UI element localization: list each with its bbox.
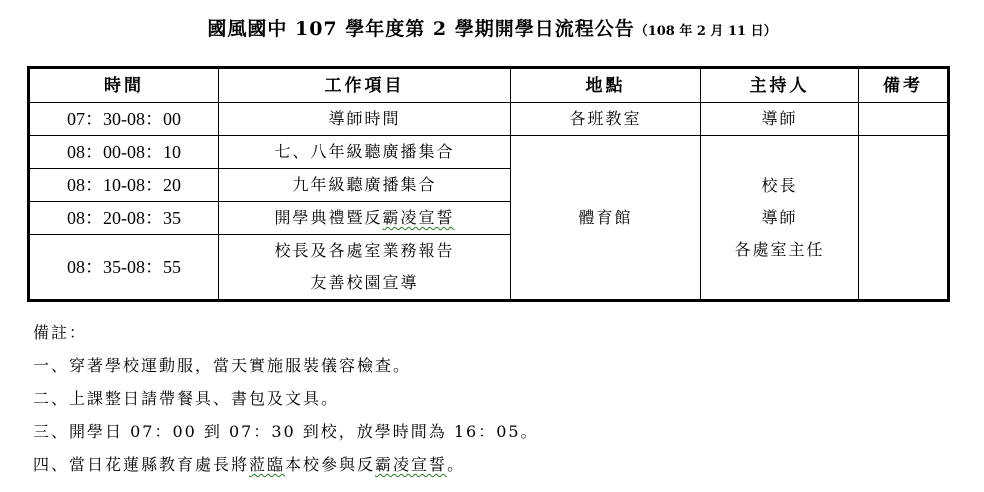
row-item: 七、八年級聽廣播集合 <box>219 136 511 169</box>
note-item-3: 三、開學日 07：00 到 07：30 到校，放學時間為 16：05。 <box>33 422 539 441</box>
note-4-text-end: 。 <box>447 455 466 474</box>
row-item <box>219 202 511 235</box>
row-host: 導師 <box>701 103 859 136</box>
row-time: 08：00-08：10 <box>29 136 219 169</box>
header-host: 主持人 <box>701 68 859 103</box>
item-text-underlined: 霸凌宣誓 <box>382 208 455 227</box>
note-item-1: 一、穿著學校運動服，當天實施服裝儀容檢查。 <box>33 356 412 375</box>
merged-hosts <box>701 136 859 301</box>
row-place: 各班教室 <box>511 103 701 136</box>
row-item: 九年級聽廣播集合 <box>219 169 511 202</box>
row-item <box>219 235 511 301</box>
row-time: 08：35-08：55 <box>29 235 219 301</box>
note-4-text: 四、當日花蓮縣教育處長將 <box>33 455 250 474</box>
header-time: 時間 <box>29 68 219 103</box>
row-time: 07：30-08：00 <box>29 103 219 136</box>
note-4-underlined-2: 霸凌宣誓 <box>375 455 448 474</box>
header-item: 工作項目 <box>219 68 511 103</box>
title-main: 國風國中 107 學年度第 2 學期開學日流程公告 <box>207 18 635 40</box>
item-line-2: 友善校園宣導 <box>310 273 419 292</box>
table-row <box>29 103 949 136</box>
table-header-row <box>29 68 949 103</box>
item-line-1: 校長及各處室業務報告 <box>274 241 455 260</box>
row-time: 08：10-08：20 <box>29 169 219 202</box>
row-item: 導師時間 <box>219 103 511 136</box>
schedule-table <box>27 66 950 302</box>
note-item-4 <box>33 450 539 483</box>
item-text: 開學典禮暨反 <box>274 208 383 227</box>
row-time: 08：20-08：35 <box>29 202 219 235</box>
note-4-text-mid: 本校參與反 <box>285 455 376 474</box>
title-date: （108 年 2 月 11 日） <box>634 24 777 39</box>
header-note: 備考 <box>859 68 949 103</box>
merged-place: 體育館 <box>511 136 701 301</box>
header-place: 地點 <box>511 68 701 103</box>
host-directors: 各處室主任 <box>734 239 825 259</box>
host-tutor: 導師 <box>761 207 798 227</box>
notes-section <box>33 318 539 483</box>
notes-heading: 備註： <box>33 323 88 342</box>
page-title <box>0 14 984 41</box>
note-4-underlined-1: 蒞臨 <box>249 455 286 474</box>
row-note <box>859 103 949 136</box>
table-row <box>29 136 949 169</box>
host-principal: 校長 <box>761 175 798 195</box>
note-item-2: 二、上課整日請帶餐具、書包及文具。 <box>33 389 340 408</box>
merged-note <box>859 136 949 301</box>
